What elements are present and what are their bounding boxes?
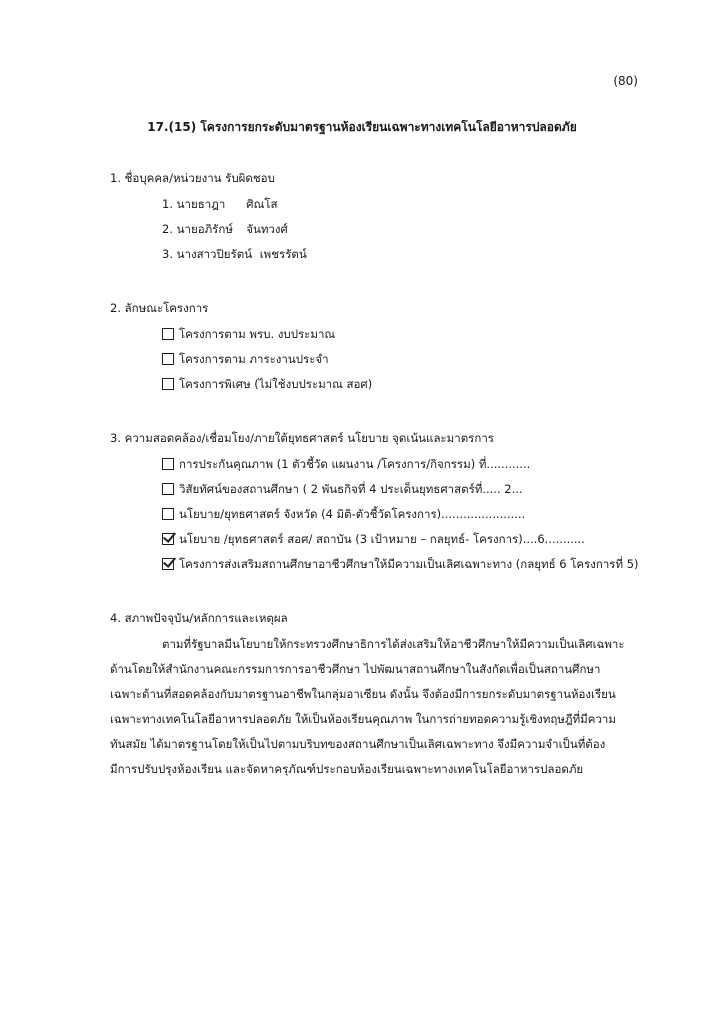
paragraph-line: เฉพาะด้านที่สอดคล้องกับมาตรฐานอาชีพในกลุ่มอาเซียน ดังนั้น จึงต้องมีการยกระดับมาตรฐานห้องเรียน <box>110 687 616 701</box>
person-item <box>162 246 307 264</box>
option-label: โครงการตาม ภาระงานประจำ <box>179 352 329 366</box>
checkbox <box>162 328 174 340</box>
paragraph-line: ตามที่รัฐบาลมีนโยบายให้กระทรวงศึกษาธิการได้ส่งเสริมให้อาชีวศึกษาให้มีความเป็นเลิศเฉพาะ <box>162 637 625 651</box>
option-label: นโยบาย /ยุทธศาสตร์ สอศ/ สถาบัน (3 เป้าหมาย – กลยุทธ์- โครงการ)....6........... <box>179 532 585 546</box>
person-number: 3. <box>162 247 173 261</box>
page-number: (80) <box>613 74 638 88</box>
document-title: 17.(15) โครงการยกระดับมาตรฐานห้องเรียนเฉพาะทางเทคโนโลยีอาหารปลอดภัย <box>147 120 577 134</box>
project-type-option <box>162 351 329 369</box>
section2-heading: 2. ลักษณะโครงการ <box>110 301 209 315</box>
paragraph-line: ทันสมัย ได้มาตรฐานโดยให้เป็นไปตามบริบทของสถานศึกษาเป็นเลิศเฉพาะทาง จึงมีความจำเป็นที่ต้อง <box>110 737 606 751</box>
project-type-option <box>162 376 372 394</box>
person-number: 2. <box>162 222 173 236</box>
alignment-option <box>162 456 530 474</box>
person-number: 1. <box>162 197 173 211</box>
person-item <box>162 196 277 214</box>
alignment-option <box>162 531 585 549</box>
person-first-name: นายอภิรักษ์ <box>176 222 233 236</box>
paragraph-line: เฉพาะทางเทคโนโลยีอาหารปลอดภัย ให้เป็นห้องเรียนคุณภาพ ในการถ่ายทอดความรู้เชิงทฤษฎีที่มีความ <box>110 712 616 726</box>
option-label: โครงการพิเศษ (ไม่ใช้งบประมาณ สอศ) <box>179 377 373 391</box>
checkbox <box>162 458 174 470</box>
paragraph-line: มีการปรับปรุงห้องเรียน และจัดหาครุภัณฑ์ประกอบห้องเรียนเฉพาะทางเทคโนโลยีอาหารปลอดภัย <box>110 762 584 776</box>
person-last-name: จันทวงศ์ <box>246 222 288 236</box>
checked-checkbox <box>162 533 174 545</box>
checkbox <box>162 508 174 520</box>
alignment-option <box>162 556 639 574</box>
checkbox <box>162 378 174 390</box>
person-first-name: นางสาวปิยรัตน์ <box>176 247 253 261</box>
person-first-name: นายธาฎา <box>176 197 226 211</box>
person-last-name: ศิณโส <box>246 197 278 211</box>
option-label: โครงการตาม พรบ. งบประมาณ <box>179 327 336 341</box>
section4-heading: 4. สภาพปัจจุบัน/หลักการและเหตุผล <box>110 611 288 625</box>
person-item <box>162 221 288 239</box>
option-label: นโยบาย/ยุทธศาสตร์ จังหวัด (4 มิติ-ตัวชี้วัดโครงการ)....................... <box>179 507 526 521</box>
section3-heading: 3. ความสอดคล้อง/เชื่อมโยง/ภายใต้ยุทธศาสตร์ นโยบาย จุดเน้นและมาตรการ <box>110 431 494 445</box>
option-label: การประกันคุณภาพ (1 ตัวชี้วัด แผนงาน /โครงการ/กิจกรรม) ที่............ <box>179 457 531 471</box>
checked-checkbox <box>162 558 174 570</box>
person-last-name: เพชรรัตน์ <box>259 247 307 261</box>
checkbox <box>162 353 174 365</box>
project-type-option <box>162 326 335 344</box>
alignment-option <box>162 481 523 499</box>
paragraph-line: ด้านโดยให้สำนักงานคณะกรรมการการอาชีวศึกษา ไปพัฒนาสถานศึกษาในสังกัดเพื่อเป็นสถานศึกษา <box>110 662 601 676</box>
option-label: วิสัยทัศน์ของสถานศึกษา ( 2 พันธกิจที่ 4 ประเด็นยุทธศาสตร์ที่..... 2... <box>179 482 523 496</box>
option-label: โครงการส่งเสริมสถานศึกษาอาชีวศึกษาให้มีความเป็นเลิศเฉพาะทาง (กลยุทธ์ 6 โครงการที่ 5) <box>179 557 639 571</box>
checkbox <box>162 483 174 495</box>
alignment-option <box>162 506 525 524</box>
section1-heading: 1. ชื่อบุคคล/หน่วยงาน รับผิดชอบ <box>110 171 275 185</box>
